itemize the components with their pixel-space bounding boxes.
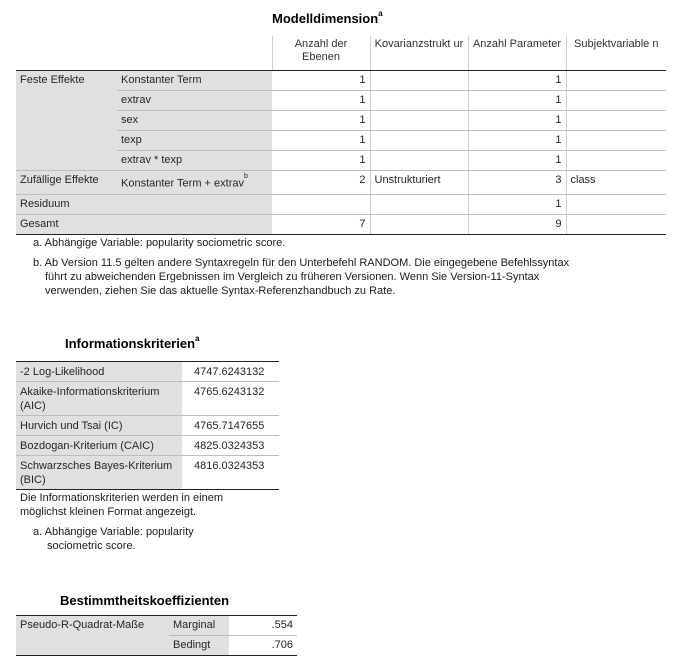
- info-footnote-a-line2: sociometric score.: [47, 540, 136, 552]
- header-blank: [16, 36, 117, 71]
- header-blank: [117, 36, 272, 71]
- info-note-line1: Die Informationskriterien werden in einem: [20, 492, 223, 504]
- header-levels: Anzahl der Ebenen: [272, 36, 370, 71]
- effect-label: texp: [117, 131, 272, 151]
- params-cell: 1: [468, 151, 566, 171]
- covariance-cell: [370, 151, 468, 171]
- r-squared-value: .706: [229, 636, 297, 656]
- table-row: [16, 636, 297, 656]
- params-cell: 1: [468, 131, 566, 151]
- levels-cell: 1: [272, 91, 370, 111]
- info-criteria-title: [65, 336, 199, 351]
- levels-cell: 1: [272, 131, 370, 151]
- footnote-b-line2: führt zu abweichenden Ergebnissen im Vergleich zu früheren Versionen. Wenn Sie Version-11-Syntax: [45, 271, 540, 283]
- group-residual: Residuum: [16, 194, 272, 214]
- criterion-value: 4825.0324353: [182, 436, 279, 456]
- criterion-value: 4816.0324353: [182, 456, 279, 490]
- params-cell: 3: [468, 171, 566, 195]
- model-dimension-title: [272, 11, 383, 26]
- table-row: [16, 91, 666, 111]
- group-fixed-cont: [16, 151, 117, 171]
- params-cell: 1: [468, 91, 566, 111]
- footnote-b-line1: b. Ab Version 11.5 gelten andere Syntaxregeln für den Unterbefehl RANDOM. Die eingegebene Befehlssyntax: [33, 257, 570, 269]
- subject-cell: [566, 151, 666, 171]
- subject-cell: [566, 91, 666, 111]
- r-squared-group-cont: [16, 636, 169, 656]
- params-cell: 1: [468, 194, 566, 214]
- r-squared-value: .554: [229, 616, 297, 636]
- subject-cell: [566, 71, 666, 91]
- model-dimension-title-text: Modelldimension: [272, 11, 379, 26]
- criterion-label: -2 Log-Likelihood: [16, 362, 182, 382]
- criterion-label: Akaike-Informationskriterium (AIC): [16, 382, 182, 416]
- group-fixed-cont: [16, 91, 117, 111]
- subject-cell: [566, 131, 666, 151]
- info-footnote-a-line1: a. Abhängige Variable: popularity: [33, 526, 194, 538]
- group-random: Zufällige Effekte: [16, 171, 117, 195]
- levels-cell: 1: [272, 111, 370, 131]
- footnote-a: a. Abhängige Variable: popularity sociometric score.: [33, 237, 286, 249]
- info-criteria-notes: [20, 491, 223, 553]
- header-row: [16, 36, 666, 71]
- levels-cell: 2: [272, 171, 370, 195]
- table-row: [16, 171, 666, 195]
- levels-cell: [272, 194, 370, 214]
- table-row: [16, 382, 279, 416]
- r-squared-label: Bedingt: [169, 636, 229, 656]
- table-row: [16, 362, 279, 382]
- r-squared-label: Marginal: [169, 616, 229, 636]
- info-criteria-title-text: Informationskriterien: [65, 336, 196, 351]
- table-row: [16, 416, 279, 436]
- criterion-label: Schwarzsches Bayes-Kriterium (BIC): [16, 456, 182, 490]
- footnote-marker: b: [244, 173, 248, 180]
- header-subject: Subjektvariable n: [566, 36, 666, 71]
- subject-cell: [566, 111, 666, 131]
- table-row: [16, 111, 666, 131]
- header-covariance: Kovarianzstrukt ur: [370, 36, 468, 71]
- covariance-cell: [370, 194, 468, 214]
- r-squared-title: Bestimmtheitskoeffizienten: [60, 593, 230, 608]
- params-cell: 1: [468, 71, 566, 91]
- group-fixed-cont: [16, 131, 117, 151]
- params-cell: 1: [468, 111, 566, 131]
- table-row: [16, 436, 279, 456]
- effect-label: extrav * texp: [117, 151, 272, 171]
- r-squared-table: [16, 615, 297, 656]
- info-criteria-table: [16, 361, 279, 490]
- table-row: [16, 456, 279, 490]
- subject-cell: class: [566, 171, 666, 195]
- covariance-cell: [370, 91, 468, 111]
- subject-cell: [566, 194, 666, 214]
- criterion-label: Hurvich und Tsai (IC): [16, 416, 182, 436]
- levels-cell: 1: [272, 71, 370, 91]
- levels-cell: 1: [272, 151, 370, 171]
- levels-cell: 7: [272, 214, 370, 234]
- covariance-cell: Unstrukturiert: [370, 171, 468, 195]
- covariance-cell: [370, 214, 468, 234]
- params-cell: 9: [468, 214, 566, 234]
- model-dimension-footnotes: [33, 236, 569, 298]
- subject-cell: [566, 214, 666, 234]
- effect-label: extrav: [117, 91, 272, 111]
- covariance-cell: [370, 71, 468, 91]
- title-footnote-marker: a: [378, 9, 383, 18]
- criterion-label: Bozdogan-Kriterium (CAIC): [16, 436, 182, 456]
- effect-label: Konstanter Term: [117, 71, 272, 91]
- group-fixed: Feste Effekte: [16, 71, 117, 91]
- header-params: Anzahl Parameter: [468, 36, 566, 71]
- criterion-value: 4765.6243132: [182, 382, 279, 416]
- effect-label: sex: [117, 111, 272, 131]
- random-effect-text: Konstanter Term + extrav: [121, 177, 244, 190]
- table-row: [16, 194, 666, 214]
- covariance-cell: [370, 131, 468, 151]
- table-row: [16, 71, 666, 91]
- criterion-value: 4765.7147655: [182, 416, 279, 436]
- table-row: [16, 131, 666, 151]
- table-row: [16, 616, 297, 636]
- group-total: Gesamt: [16, 214, 272, 234]
- table-row: [16, 214, 666, 234]
- footnote-b-line3: verwenden, ziehen Sie das aktuelle Syntax-Referenzhandbuch zu Rate.: [45, 285, 396, 297]
- info-note-line2: möglichst kleinen Format angezeigt.: [20, 506, 197, 518]
- model-dimension-table: [16, 36, 666, 235]
- title-footnote-marker: a: [195, 334, 200, 343]
- covariance-cell: [370, 111, 468, 131]
- group-fixed-cont: [16, 111, 117, 131]
- r-squared-group: Pseudo-R-Quadrat-Maße: [16, 616, 169, 636]
- effect-label: [117, 171, 272, 195]
- criterion-value: 4747.6243132: [182, 362, 279, 382]
- table-row: [16, 151, 666, 171]
